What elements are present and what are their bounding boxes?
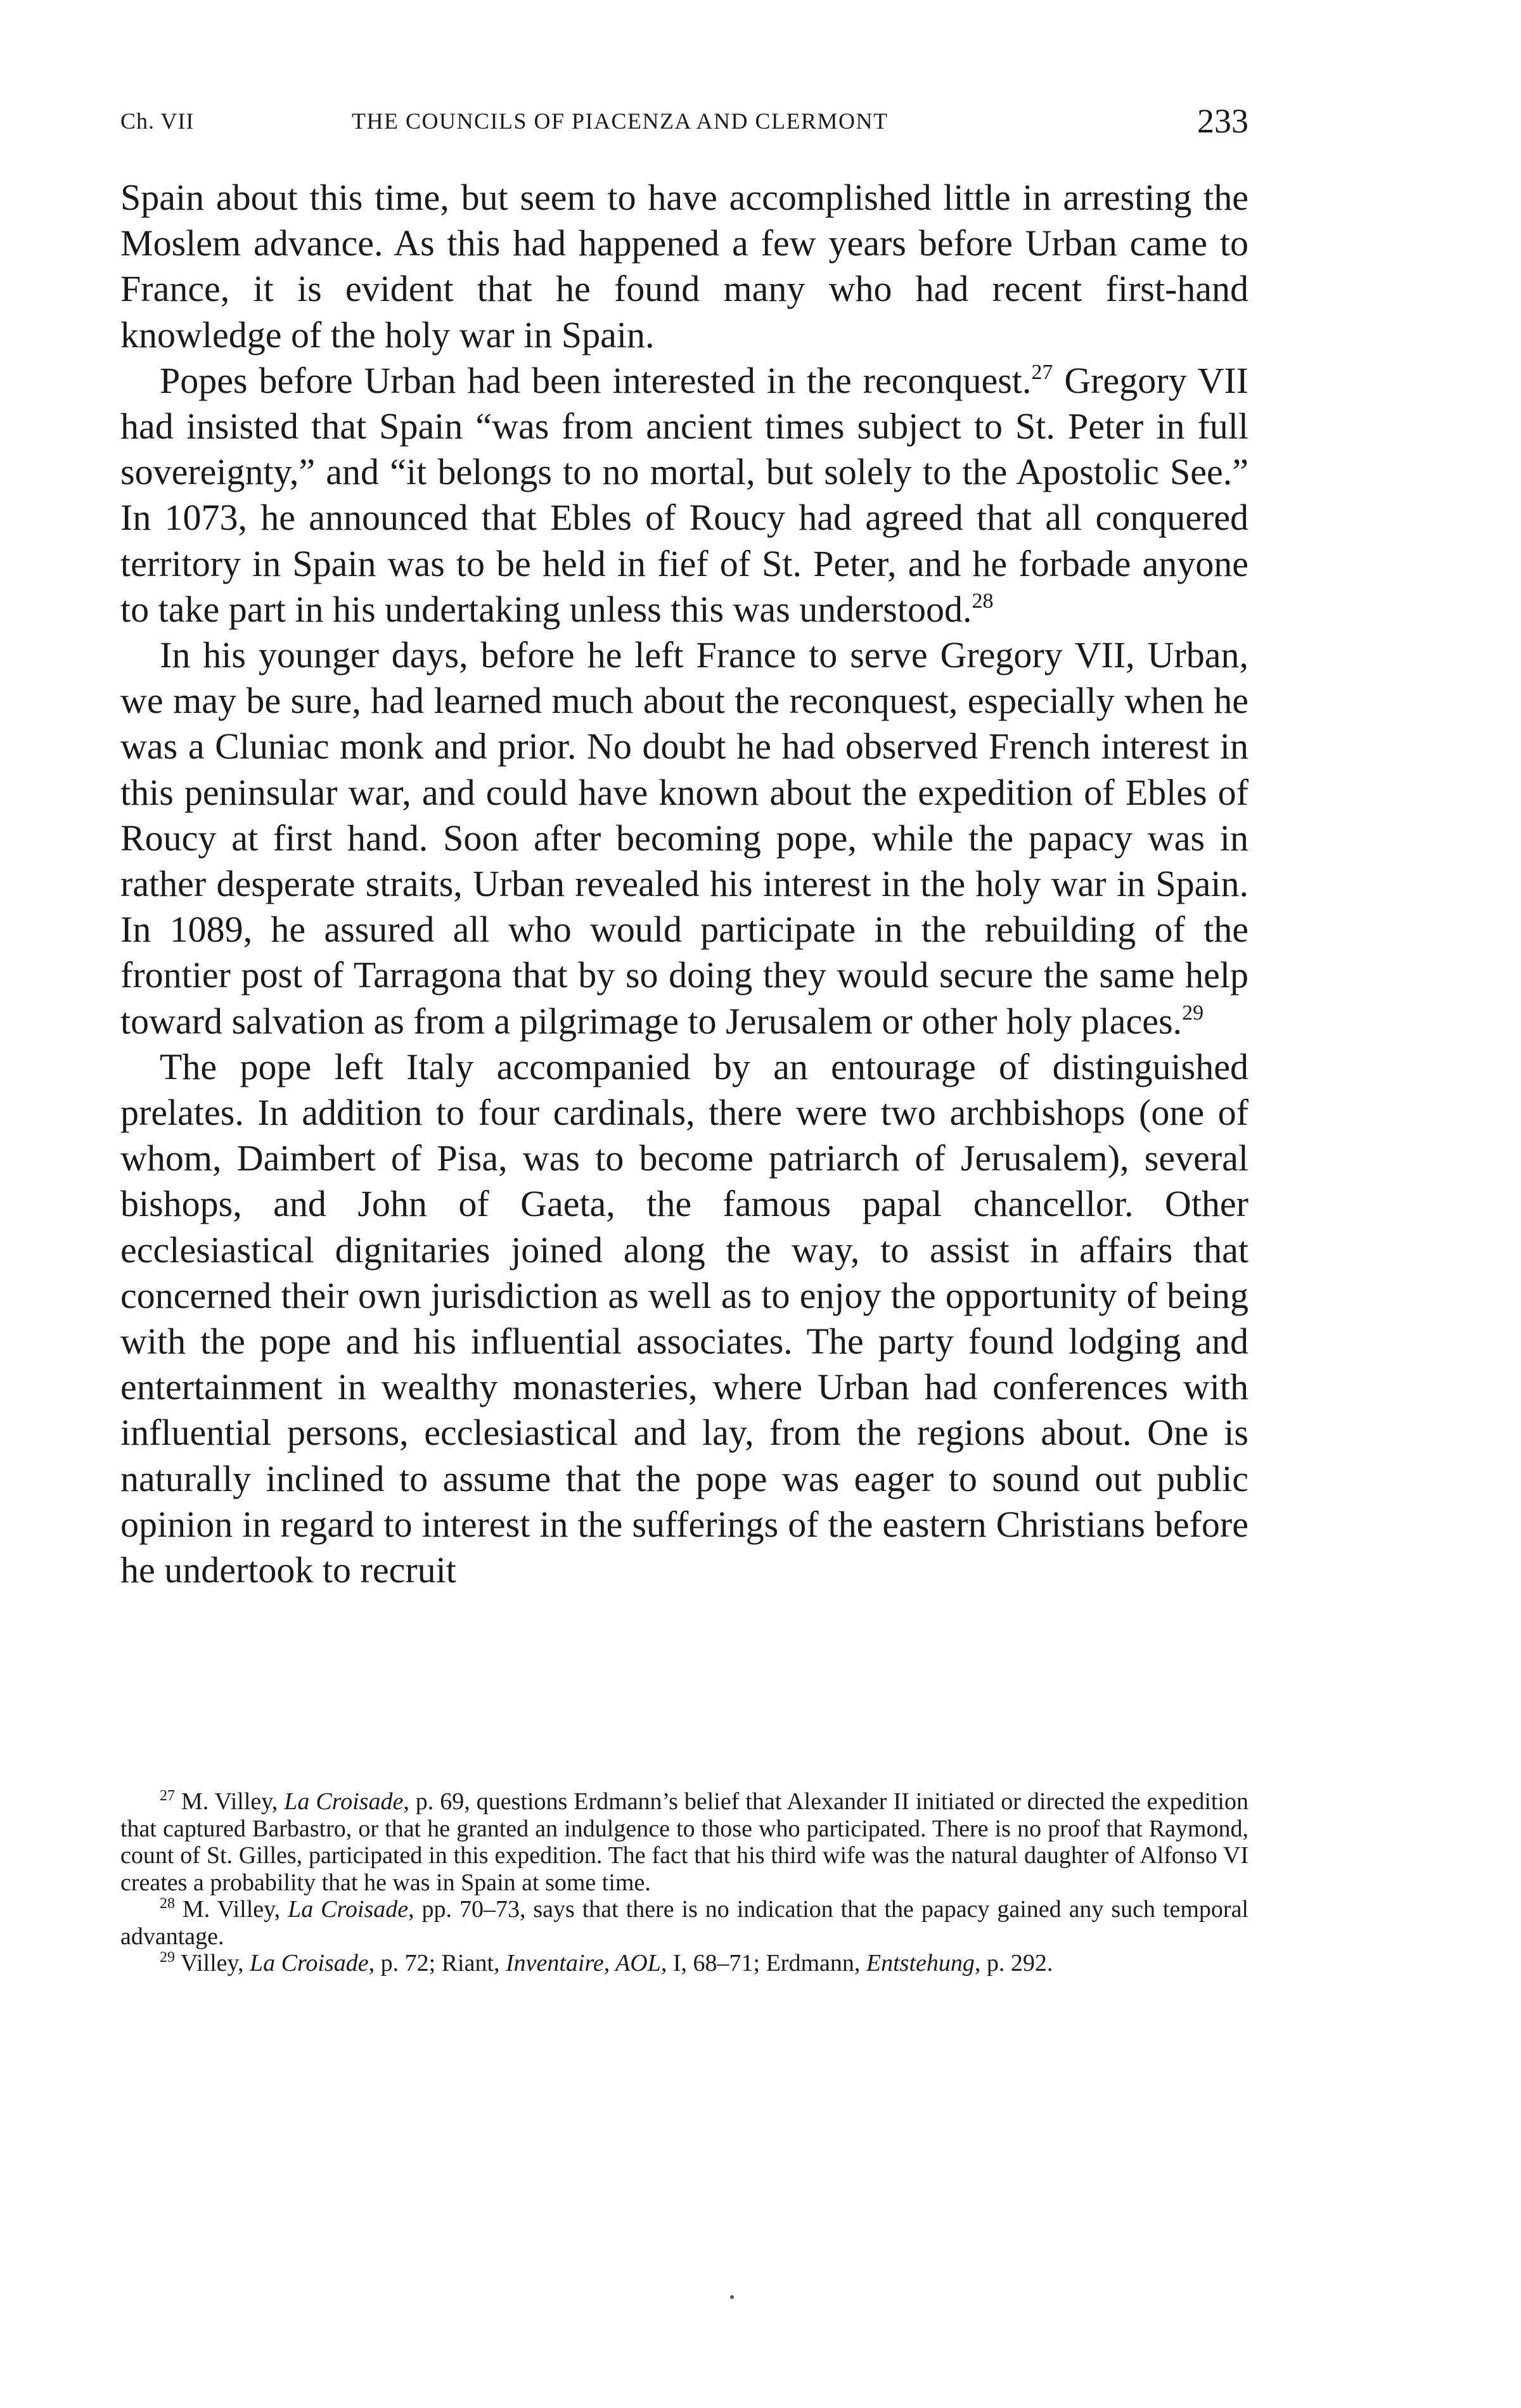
footnote-29-title-1: La Croisade [250,1950,369,1976]
footnote-27 [120,1788,1248,1896]
paragraph-4-text: The pope left Italy accompanied by an entourage of distinguished prelates. In addition to four cardinals, there were two archbishops (one of whom, Daimbert of Pisa, was to become patriarch of Jerusalem), several bishops, and John of Gaeta, the famous papal chancellor. Other ecclesiastical dignitaries joined along the way, to assist in affairs that concerned their own jurisdiction as well as to enjoy the opportunity of being with the pope and his influential associates. The party found lodging and entertainment in wealthy monasteries, where Urban had conferences with influential persons, ecclesiastical and lay, from the regions about. One is naturally inclined to assume that the pope was eager to sound out public opinion in regard to interest in the sufferings of the eastern Christians before he undertook to recruit [120,1046,1248,1591]
body-text [120,175,1248,1593]
footnote-29-text-d: , p. 292. [974,1950,1053,1976]
footnote-29-title-3: Entstehung [866,1950,975,1976]
footnote-28-title: La Croisade [288,1896,409,1923]
footnote-28-text-b: , pp. 70–73, says that there is no indication that the papacy gained any such temporal advantage. [120,1896,1248,1950]
footnote-ref-27[interactable]: 27 [1031,360,1053,384]
running-head [120,101,1248,146]
paragraph-4 [120,1044,1248,1593]
footnote-ref-29[interactable]: 29 [1182,1001,1204,1025]
footnote-ref-28[interactable]: 28 [972,589,994,613]
paragraph-1-text: Spain about this time, but seem to have accomplished little in arresting the Moslem advance. As this had happened a few years before Urban came to France, it is evident that he found many who had recent first-hand knowledge of the holy war in Spain. [120,177,1248,355]
footnote-29-number: 29 [160,1949,175,1966]
footnote-28-number: 28 [160,1895,175,1912]
footnote-27-title: La Croisade [284,1788,404,1815]
running-title: THE COUNCILS OF PIACENZA AND CLERMONT [352,108,889,134]
footnotes [120,1788,1248,1977]
paragraph-2-text-b: Gregory VII had insisted that Spain “was from ancient times subject to St. Peter in full sovereignty,” and “it belongs to no mortal, but solely to the Apostolic See.” In 1073, he announced that Ebles of Roucy had agreed that all conquered territory in Spain was to be held in fief of St. Peter, and he forbade anyone to take part in his undertaking unless this was understood. [120,359,1248,630]
footnote-27-text-a: M. Villey, [175,1788,285,1815]
footnote-28 [120,1896,1248,1950]
footnote-29-title-2: Inventaire, AOL [506,1950,661,1976]
paragraph-2 [120,358,1248,632]
paragraph-1 [120,175,1248,358]
paragraph-3 [120,632,1248,1044]
footnote-29-text-b: , p. 72; Riant, [368,1950,506,1976]
paragraph-2-text-a: Popes before Urban had been interested in the reconquest. [160,359,1032,401]
page-speck [730,2295,734,2299]
footnote-29-text-c: , I, 68–71; Erdmann, [660,1950,866,1976]
paragraph-3-text: In his younger days, before he left France to serve Gregory VII, Urban, we may be sure, had learned much about the reconquest, especially when he was a Cluniac monk and prior. No doubt he had observed French interest in this peninsular war, and could have known about the expedition of Ebles of Roucy at first hand. Soon after becoming pope, while the papacy was in rather desperate straits, Urban revealed his interest in the holy war in Spain. In 1089, he assured all who would participate in the rebuilding of the frontier post of Tarragona that by so doing they would secure the same help toward salvation as from a pilgrimage to Jerusalem or other holy places. [120,634,1248,1042]
footnote-28-text-a: M. Villey, [175,1896,288,1923]
page-number: 233 [1197,102,1248,140]
footnote-27-text-b: , p. 69, questions Erdmann’s belief that Alexander II initiated or directed the expedition that captured Barbastro, or that he granted an indulgence to those who participated. There is no proof that Raymond, count of St. Gilles, participated in this expedition. The fact that his third wife was the natural daughter of Alfonso VI creates a probability that he was in Spain at some time. [120,1788,1248,1896]
chapter-label: Ch. VII [120,108,195,134]
footnote-27-number: 27 [160,1788,175,1804]
footnote-29-text-a: Villey, [175,1950,250,1976]
footnote-29 [120,1950,1248,1977]
